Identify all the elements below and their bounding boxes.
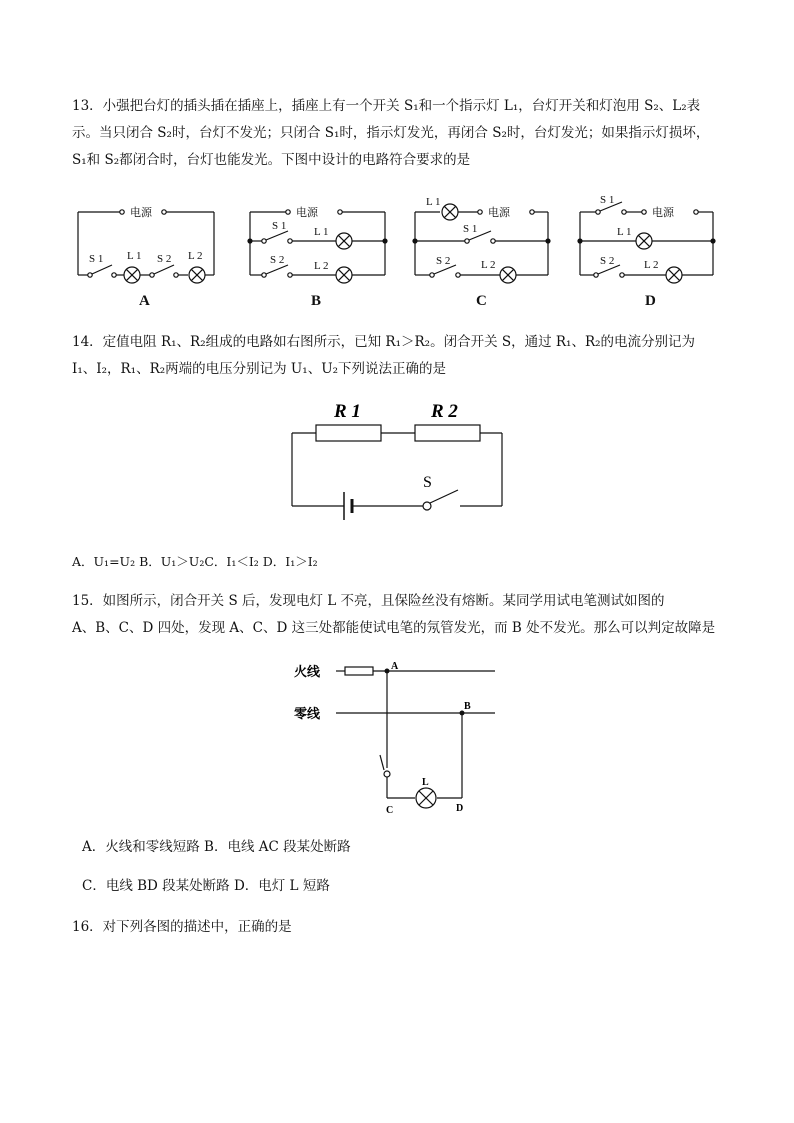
circuit-b-l1-label: L 1 [314,226,329,238]
lamp-l-label: L [422,777,429,788]
switch-pivot [423,502,431,510]
circuit-c-s1-label: S 1 [463,223,478,235]
q15-line-2: A、B、C、D 四处，发现 A、C、D 这三处都能使试电笔的氖管发光，而 B 处不发光。那么可以判定故障是 [72,620,716,636]
circuit-a [78,210,214,283]
point-a-label: A [391,661,399,672]
circuit-d-s2-label: S 2 [600,255,615,267]
live-wire-label: 火线 [294,665,321,680]
circuit-d-letter: D [645,293,656,309]
r1-label: R 1 [334,401,361,422]
circuit-c-l2-label: L 2 [481,259,496,271]
circuit-b-letter: B [311,293,322,309]
circuit-b [248,210,387,283]
r2-label: R 2 [431,401,458,422]
switch-s [384,771,390,777]
resistor-r1 [316,425,381,441]
resistor-r2 [415,425,480,441]
circuit-a-l2-label: L 2 [188,250,203,262]
circuit-b-s2-label: S 2 [270,254,285,266]
circuit-b-s1-label: S 1 [272,220,287,232]
q13-line-2: 示。当只闭合 S₂时，台灯不发光；只闭合 S₁时，指示灯发光，再闭合 S₂时，台灯发光；如果指示灯损坏， [72,125,710,141]
switch-lever [430,490,458,503]
q15-options-ab: A．火线和零线短路 B．电线 AC 段某处断路 [82,839,351,855]
circuit-c-power-label: 电源 [488,206,510,219]
q15-options-cd: C．电线 BD 段某处断路 D．电灯 L 短路 [82,878,330,894]
circuit-c-s2-label: S 2 [436,255,451,267]
circuit-a-s2-label: S 2 [157,253,172,265]
q14-series-circuit [280,390,520,530]
fuse [345,667,373,675]
circuit-a-power-label: 电源 [130,206,152,219]
circuit-d-s1-label: S 1 [600,194,615,206]
q13-circuit-diagrams [0,0,794,320]
circuit-c-letter: C [476,293,487,309]
q14-line-2: I₁、I₂，R₁、R₂两端的电压分别记为 U₁、U₂下列说法正确的是 [72,361,447,377]
q14-line-1: 14．定值电阻 R₁、R₂组成的电路如右图所示，已知 R₁＞R₂。闭合开关 S，通过 R₁、R₂的电流分别记为 [72,334,696,350]
circuit-d-power-label: 电源 [652,206,674,219]
q14-options: A．U₁=U₂ B．U₁＞U₂C．I₁＜I₂ D．I₁＞I₂ [72,554,318,569]
circuit-a-s1-label: S 1 [89,253,104,265]
point-d-label: D [456,803,464,814]
circuit-a-l1-label: L 1 [127,250,142,262]
q13-line-3: S₁和 S₂都闭合时，台灯也能发光。下图中设计的电路符合要求的是 [72,152,471,168]
circuit-b-l2-label: L 2 [314,260,329,272]
circuit-a-letter: A [139,293,150,309]
circuit-c-l1-label: L 1 [426,196,441,208]
circuit-d-l2-label: L 2 [644,259,659,271]
point-c-label: C [386,805,394,816]
q13-line-1: 13．小强把台灯的插头插在插座上，插座上有一个开关 S₁和一个指示灯 L₁，台灯开关和灯泡用 S₂、L₂表 [72,98,701,114]
q15-line-1: 15．如图所示，闭合开关 S 后，发现电灯 L 不亮，且保险丝没有熔断。某同学用试电笔测试如图的 [72,593,665,609]
q16-line-1: 16．对下列各图的描述中，正确的是 [72,919,292,935]
circuit-b-power-label: 电源 [296,206,318,219]
q15-household-circuit [290,655,505,820]
circuit-c [413,204,550,283]
point-b-label: B [464,701,471,712]
neutral-wire-label: 零线 [294,707,321,722]
switch-label: S [423,474,432,491]
circuit-d-l1-label: L 1 [617,226,632,238]
